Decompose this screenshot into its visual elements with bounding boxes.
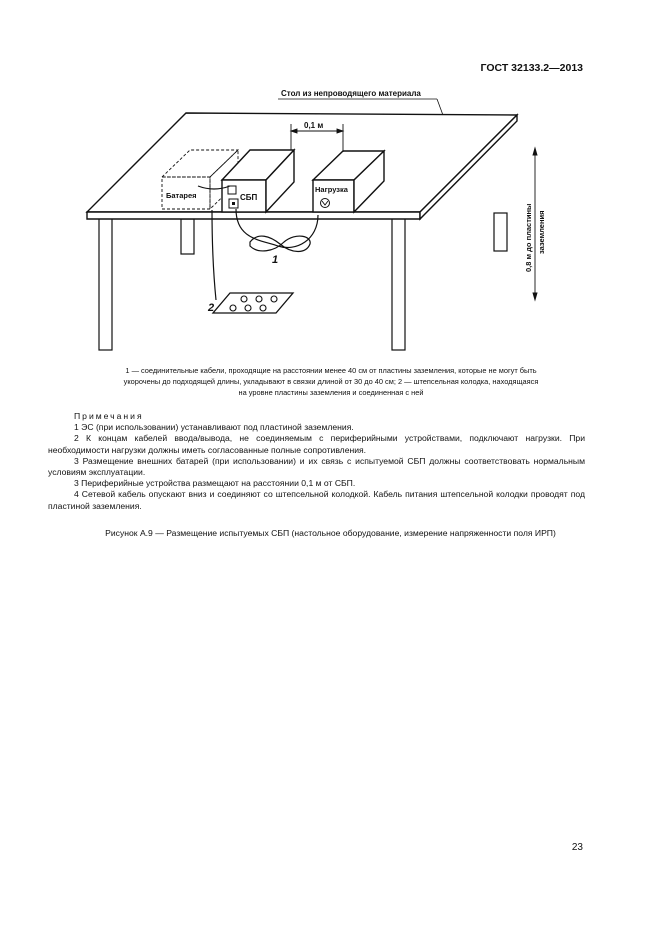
- distance-label: 0,1 м: [304, 121, 324, 130]
- battery-label: Батарея: [166, 191, 197, 200]
- height-label-line1: 0,8 м до пластины: [524, 203, 533, 272]
- test-setup-figure: [0, 0, 661, 360]
- note-item: 2 К концам кабелей ввода/вывода, не соединяемым с периферийными устройствами, подключают нагрузки. При необходимости нагрузки должны иметь согласованные полные сопротивления.: [48, 433, 585, 455]
- note-item: 3 Размещение внешних батарей (при использовании) и их связь с испытуемой СБП должны соответствовать нормальным условиям эксплуатации.: [48, 455, 585, 478]
- notes-title: Примечания: [74, 411, 144, 421]
- standard-number: ГОСТ 32133.2—2013: [480, 62, 583, 74]
- page-number: 23: [571, 842, 583, 853]
- table-label: Стол из непроводящего материала: [281, 89, 421, 98]
- legend-line: 1 — соединительные кабели, проходящие на расстоянии менее 40 см от пластины заземления, которые не могут быть: [125, 366, 537, 375]
- figure-caption: Рисунок А.9 — Размещение испытуемых СБП (настольное оборудование, измерение напряженности поля ИРП): [105, 528, 556, 538]
- legend-line: на уровне пластины заземления и соединенная с ней: [238, 388, 424, 397]
- notes-section: [48, 411, 585, 512]
- ups-label: СБП: [240, 193, 258, 202]
- power-strip: [213, 293, 293, 313]
- height-label-line2: заземления: [537, 210, 546, 254]
- note-item: 4 Сетевой кабель опускают вниз и соединяют со штепсельной колодкой. Кабель питания штепсельной колодки проводят под пластиной заземления.: [48, 489, 585, 511]
- legend-line: укорочены до подходящей длины, укладывают в связки длиной от 30 до 40 см; 2 — штепсельная колодка, находящаяся: [123, 377, 539, 386]
- load-label: Нагрузка: [315, 185, 348, 194]
- note-item: 1 ЭС (при использовании) устанавливают под пластиной заземления.: [74, 422, 354, 433]
- table-legs: [99, 213, 507, 350]
- callout-2: 2: [208, 302, 215, 314]
- figure-legend: [75, 365, 587, 398]
- note-item: 3 Периферийные устройства размещают на расстоянии 0,1 м от СБП.: [74, 478, 356, 489]
- callout-1: 1: [272, 254, 279, 266]
- table-top: [87, 113, 517, 219]
- ups-output-pin: [232, 202, 235, 205]
